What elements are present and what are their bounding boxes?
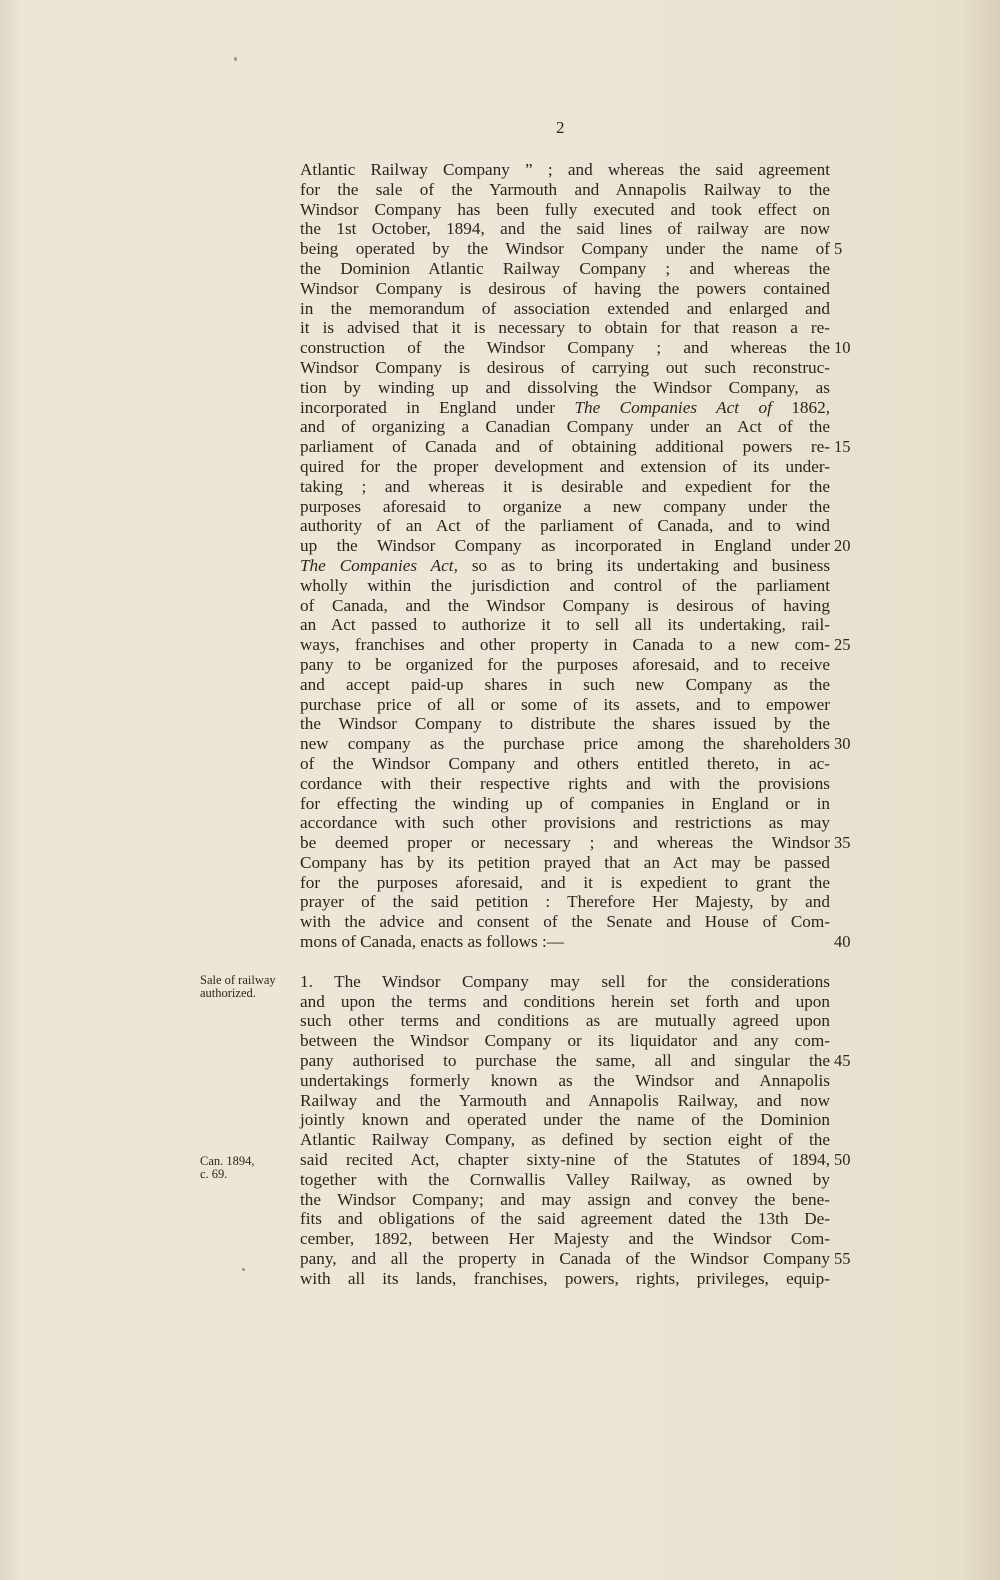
text-line: ways, franchises and other property in Canada to a new com- [300,635,830,655]
text-line: the 1st October, 1894, and the said lines of railway are now [300,219,830,239]
text-line: for effecting the winding up of companies in England or in [300,793,830,813]
line-number: 5 [834,239,843,259]
section-1-line: and upon the terms and conditions herein set forth and upon [300,991,830,1011]
text-line: with the advice and consent of the Senate and House of Com- [300,912,830,932]
text-line: construction of the Windsor Company ; and whereas the [300,338,830,358]
text-line: Windsor Company has been fully executed and took effect on [300,199,830,219]
text-line: purchase price of all or some of its assets, and to empower [300,694,830,714]
line-number: 15 [834,437,851,457]
section-1-line: jointly known and operated under the name of the Dominion [300,1110,830,1130]
text-line: of the Windsor Company and others entitled thereto, in ac- [300,753,830,773]
section-1-line: undertakings formerly known as the Windsor and Annapolis [300,1070,830,1090]
line-number: 55 [834,1249,851,1268]
text-line: pany to be organized for the purposes aforesaid, and to receive [300,654,830,674]
line-number: 25 [834,635,851,655]
ink-speck [234,57,237,61]
text-line: prayer of the said petition : Therefore Her Majesty, by and [300,892,830,912]
margin-note-line: Can. 1894, [200,1154,255,1168]
line-number: 45 [834,1051,851,1070]
text-line: the Windsor Company to distribute the shares issued by the [300,714,830,734]
text-line: Windsor Company is desirous of having the powers contained [300,278,830,298]
text-line: Atlantic Railway Company ” ; and whereas the said agreement [300,160,830,179]
ink-speck [242,1268,245,1271]
section-1-line: between the Windsor Company or its liquidator and any com- [300,1031,830,1051]
line-number: 30 [834,734,851,754]
section-1-line: 1. The Windsor Company may sell for the considerations [300,971,830,991]
text-line: of Canada, and the Windsor Company is desirous of having [300,595,830,615]
text-line: parliament of Canada and of obtaining additional powers re- [300,437,830,457]
section-1-line: such other terms and conditions as are mutually agreed upon [300,1011,830,1031]
section-1-line: Atlantic Railway Company, as defined by section eight of the [300,1130,830,1150]
text-line: mons of Canada, enacts as follows :— [300,932,564,952]
text-line: accordance with such other provisions and restrictions as may [300,813,830,833]
section-1-line: said recited Act, chapter sixty-nine of the Statutes of 1894, [300,1150,830,1170]
text-line: up the Windsor Company as incorporated in England under [300,536,830,556]
text-line: in the memorandum of association extended and enlarged and [300,298,830,318]
section-gap [300,952,830,972]
section-1-line: pany authorised to purchase the same, all and singular the [300,1051,830,1071]
section-1-line: pany, and all the property in Canada of the Windsor Company [300,1249,830,1269]
text-line: for the sale of the Yarmouth and Annapolis Railway to the [300,179,830,199]
line-number: 40 [834,932,851,952]
text-line: authority of an Act of the parliament of Canada, and to wind [300,516,830,536]
text-line: be deemed proper or necessary ; and whereas the Windsor [300,833,830,853]
text-line: wholly within the jurisdiction and control of the parliament [300,575,830,595]
section-1-line: the Windsor Company; and may assign and convey the bene- [300,1189,830,1209]
line-number: 10 [834,338,851,358]
margin-note-line: Sale of railway [200,973,276,987]
text-line: and accept paid-up shares in such new Company as the [300,674,830,694]
text-line: tion by winding up and dissolving the Windsor Company, as [300,377,830,397]
text-line: it is advised that it is necessary to obtain for that reason a re- [300,318,830,338]
section-1-line: together with the Cornwallis Valley Railway, as owned by [300,1169,830,1189]
body-text [300,160,830,1289]
text-line: for the purposes aforesaid, and it is expedient to grant the [300,872,830,892]
text-line: incorporated in England under The Companies Act of 1862, [300,397,830,417]
text-line: Windsor Company is desirous of carrying out such reconstruc- [300,357,830,377]
margin-note-line: authorized. [200,986,256,1000]
section-1-line: with all its lands, franchises, powers, rights, privileges, equip- [300,1268,830,1288]
text-line: Company has by its petition prayed that an Act may be passed [300,852,830,872]
margin-note-citation [200,1155,292,1181]
text-line: quired for the proper development and extension of its under- [300,456,830,476]
text-line: The Companies Act, so as to bring its undertaking and business [300,555,831,575]
text-line: an Act passed to authorize it to sell all its undertaking, rail- [300,615,830,635]
margin-note-sale [200,974,292,1000]
line-number: 50 [834,1150,851,1169]
text-line: and of organizing a Canadian Company under an Act of the [300,417,830,437]
text-line: being operated by the Windsor Company under the name of [300,239,830,259]
text-line: taking ; and whereas it is desirable and expedient for the [300,476,830,496]
line-number: 35 [834,833,851,853]
margin-note-line: c. 69. [200,1167,228,1181]
page-number: 2 [556,118,565,137]
text-line: the Dominion Atlantic Railway Company ; and whereas the [300,258,830,278]
text-line: new company as the purchase price among the shareholders [300,734,830,754]
line-number: 20 [834,536,851,556]
section-1-line: cember, 1892, between Her Majesty and the Windsor Com- [300,1229,830,1249]
text-line: purposes aforesaid to organize a new company under the [300,496,830,516]
section-1-line: Railway and the Yarmouth and Annapolis Railway, and now [300,1090,830,1110]
section-1-line: fits and obligations of the said agreement dated the 13th De- [300,1209,830,1229]
text-line: cordance with their respective rights and with the provisions [300,773,830,793]
